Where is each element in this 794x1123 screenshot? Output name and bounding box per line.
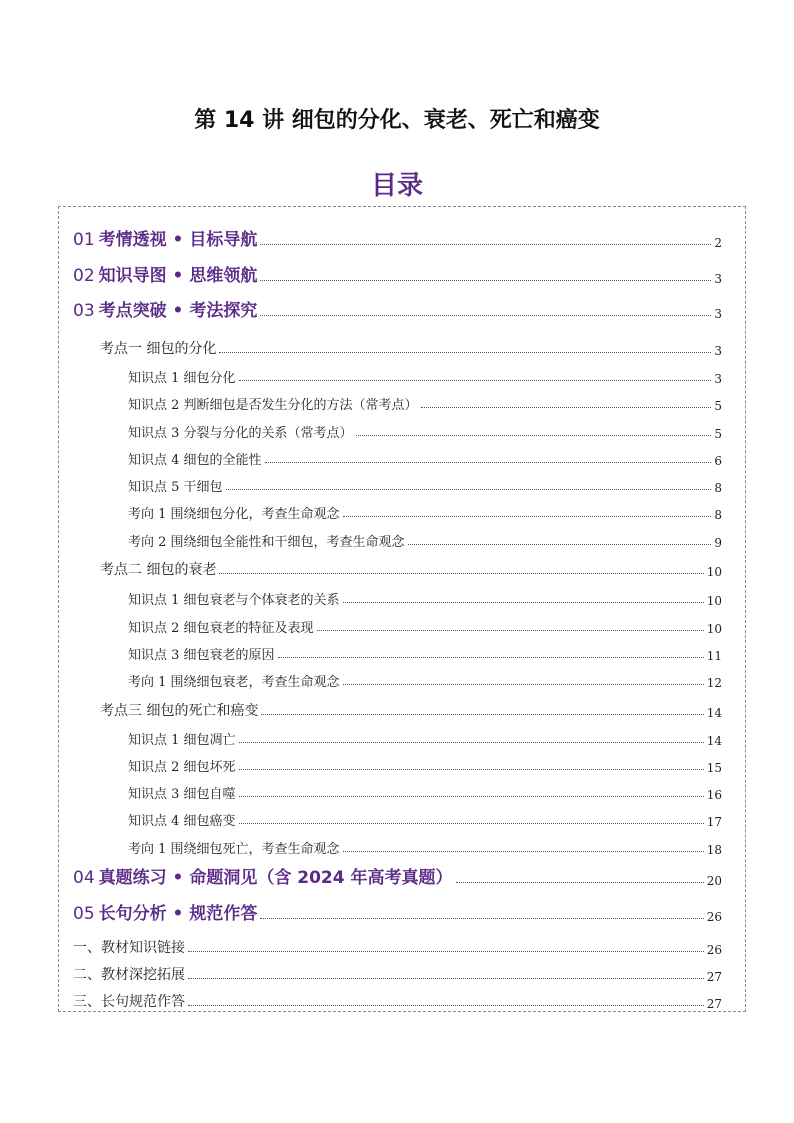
toc-entry-label [73,964,185,984]
dot-leader [421,407,712,408]
dot-leader [356,435,712,436]
page-title: 第 14 讲 细包的分化、衰老、死亡和癌变 [194,108,600,133]
dot-leader [408,544,712,545]
toc-entry[interactable] [128,419,722,441]
toc-entry[interactable] [100,698,722,720]
toc-entry[interactable] [128,586,722,608]
toc-entry-label [128,756,236,775]
toc-entry[interactable] [128,780,722,802]
toc-entry-number: 03 [73,301,95,321]
toc-entry-page: 10 [706,622,722,636]
toc-entry-label [128,671,340,690]
toc-entry-label [128,476,223,495]
toc-entry-label [128,729,236,748]
toc-entry-page: 3 [714,372,722,386]
toc-entry-text: 知识点 5 干细包 [128,480,223,495]
dot-leader [239,823,704,824]
toc-entry-label [73,937,185,957]
toc-entry-label [128,838,340,857]
toc-entry-label [73,261,257,286]
toc-entry-text: 一、教材知识链接 [73,940,185,956]
dot-leader [226,489,712,490]
toc-entry[interactable] [128,528,722,550]
dot-leader [239,380,712,381]
toc-entry[interactable] [128,500,722,522]
dot-leader [343,516,712,517]
toc-entry-text: 知识点 1 细包凋亡 [128,733,236,748]
dot-leader [260,918,703,919]
toc-entry-page: 11 [706,649,722,663]
toc-entry-label [128,783,236,802]
toc-entry-label [128,503,340,522]
toc-entry-text: 二、教材深挖拓展 [73,967,185,983]
toc-entry[interactable] [128,446,722,468]
dot-leader [317,630,704,631]
toc-entry-text: 考点一 细包的分化 [100,341,217,357]
toc-entry-text: 知识点 3 细包自噬 [128,787,236,802]
toc-entry[interactable] [128,753,722,775]
toc-entry-page: 5 [714,427,722,441]
toc-entry[interactable] [73,962,722,984]
toc-entry-label [100,559,216,579]
toc-entry-label [73,296,257,321]
toc-entry[interactable] [128,364,722,386]
toc-entry-page: 26 [706,943,722,957]
toc-entry-page: 3 [714,344,722,358]
toc-entry-page: 27 [706,970,722,984]
dot-leader [343,602,704,603]
toc-entry-page: 26 [706,910,722,924]
toc-entry-label [128,810,236,829]
toc-entry-number: 04 [73,868,95,888]
dot-leader [456,882,704,883]
toc-entry[interactable] [128,391,722,413]
toc-entry-label [73,225,257,250]
toc-entry[interactable] [128,614,722,636]
toc-entry-page: 8 [714,508,722,522]
toc-entry-text: 知识点 4 细包的全能性 [128,453,262,468]
toc-entry[interactable] [73,935,722,957]
dot-leader [343,684,704,685]
toc-entry-page: 20 [706,874,722,888]
dot-leader [239,796,704,797]
toc-entry-text: 考情透视 • 目标导航 [98,230,258,250]
toc-entry[interactable] [73,228,722,250]
toc-entry-text: 长句分析 • 规范作答 [98,904,258,924]
dot-leader [261,714,703,715]
toc-entry-page: 9 [714,536,722,550]
dot-leader [188,978,704,979]
toc-entry[interactable] [73,989,722,1011]
toc-entry[interactable] [128,726,722,748]
toc-entry-page: 15 [706,761,722,775]
toc-entry-text: 知识点 2 细包坏死 [128,760,236,775]
toc-entry-label [128,394,418,413]
toc-entry[interactable] [128,668,722,690]
toc-entry-label [128,367,236,386]
dot-leader [265,462,712,463]
toc-entry-label [128,617,314,636]
toc-entry-page: 3 [714,307,722,321]
toc-entry-text: 三、长句规范作答 [73,994,185,1010]
toc-entry-number: 05 [73,904,95,924]
toc-entry-number: 01 [73,230,95,250]
toc-entry[interactable] [100,336,722,358]
toc-entry-page: 3 [714,272,722,286]
toc-entry-page: 14 [706,734,722,748]
toc-entry-text: 知识点 1 细包衰老与个体衰老的关系 [128,593,340,608]
toc-entry-label [100,338,216,358]
toc-entry-label [128,422,353,441]
toc-entry-page: 12 [706,676,722,690]
toc-entry-page: 10 [706,565,722,579]
toc-entry-text: 真题练习 • 命题洞见（含 2024 年高考真题） [98,868,453,888]
toc-entry[interactable] [73,264,722,286]
toc-entry-page: 17 [706,815,722,829]
toc-entry-label [73,863,453,888]
dot-leader [219,352,711,353]
toc-entry-text: 考点突破 • 考法探究 [98,301,258,321]
dot-leader [260,280,711,281]
dot-leader [219,573,703,574]
toc-entry-page: 8 [714,481,722,495]
toc-entry-label [73,991,185,1011]
dot-leader [260,244,711,245]
toc-entry-page: 27 [706,997,722,1011]
toc-entry-text: 知识点 1 细包分化 [128,371,236,386]
toc-entry-text: 知识点 3 细包衰老的原因 [128,648,275,663]
toc-heading: 目录 [370,171,423,201]
toc-entry[interactable] [128,835,722,857]
dot-leader [239,742,704,743]
toc-entry-page: 18 [706,843,722,857]
dot-leader [278,657,704,658]
toc-entry-page: 14 [706,706,722,720]
toc-entry-text: 知识点 2 细包衰老的特征及表现 [128,621,314,636]
toc-entry-page: 6 [714,454,722,468]
toc-entry-page: 10 [706,594,722,608]
toc-entry-label [128,449,262,468]
toc-entry-text: 考向 1 围绕细包死亡，考查生命观念 [128,842,340,857]
toc-entry-text: 考点三 细包的死亡和癌变 [100,703,259,719]
toc-entry[interactable] [73,299,722,321]
toc-entry-text: 知识点 4 细包癌变 [128,814,236,829]
toc-box [58,206,746,1012]
toc-entry-page: 16 [706,788,722,802]
toc-entry-text: 考点二 细包的衰老 [100,562,217,578]
toc-entry[interactable] [73,866,722,888]
dot-leader [239,769,704,770]
dot-leader [343,851,704,852]
toc-entry-text: 知识导图 • 思维领航 [98,266,258,286]
dot-leader [188,1005,704,1006]
toc-entry[interactable] [128,807,722,829]
toc-entry-page: 5 [714,399,722,413]
toc-entry-page: 2 [714,236,722,250]
toc-entry-label [73,899,257,924]
toc-entry[interactable] [128,473,722,495]
toc-entry-text: 考向 1 围绕细包衰老，考查生命观念 [128,675,340,690]
toc-entry[interactable] [128,641,722,663]
toc-entry-text: 考向 2 围绕细包全能性和干细包，考查生命观念 [128,535,405,550]
toc-entry-text: 知识点 2 判断细包是否发生分化的方法（常考点） [128,398,418,413]
toc-entry[interactable] [73,902,722,924]
toc-entry[interactable] [100,557,722,579]
toc-entry-label [100,700,258,720]
dot-leader [260,315,711,316]
dot-leader [188,951,704,952]
toc-entry-label [128,531,405,550]
toc-entry-number: 02 [73,266,95,286]
toc-entry-text: 考向 1 围绕细包分化，考查生命观念 [128,507,340,522]
toc-entry-text: 知识点 3 分裂与分化的关系（常考点） [128,426,353,441]
toc-entry-label [128,644,275,663]
toc-entry-label [128,589,340,608]
